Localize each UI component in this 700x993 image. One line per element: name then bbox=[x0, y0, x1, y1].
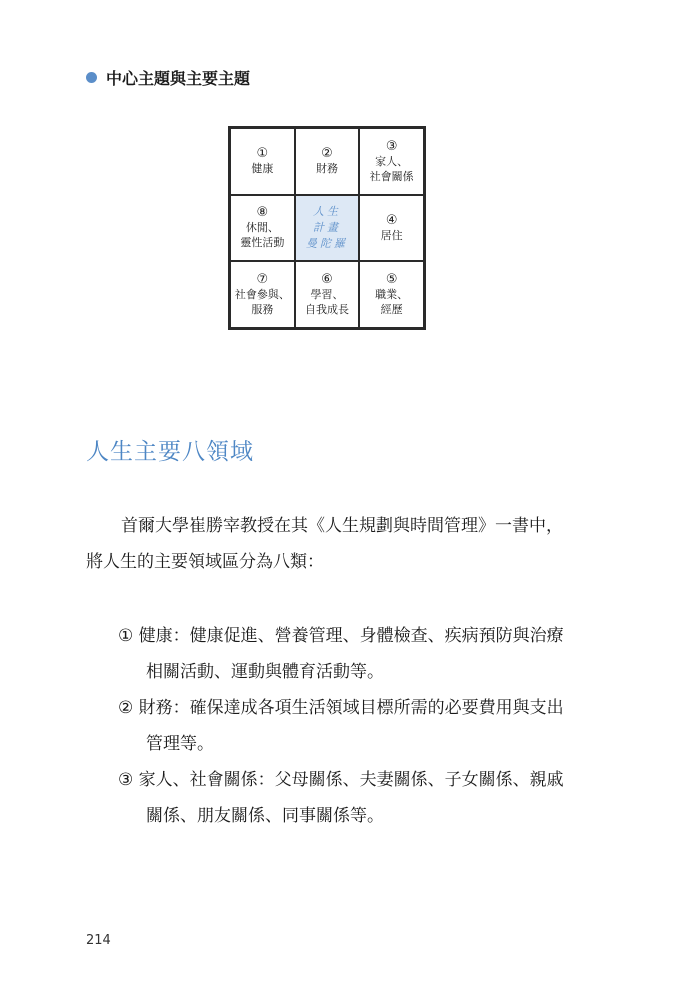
domain-list bbox=[118, 618, 578, 834]
cell-label: 居住 bbox=[380, 228, 403, 242]
grid-cell bbox=[359, 261, 424, 328]
mandala-grid bbox=[228, 126, 426, 330]
section-title: 人生主要八領域 bbox=[86, 439, 254, 465]
intro-paragraph bbox=[86, 508, 566, 580]
center-theme-text: 人生 bbox=[312, 204, 341, 218]
cell-label: 社會參與、 bbox=[234, 288, 290, 302]
cell-label: 家人、 bbox=[375, 154, 409, 168]
cell-number: ⑥ bbox=[321, 272, 333, 288]
grid-cell bbox=[230, 261, 295, 328]
cell-label: 休閒、 bbox=[245, 221, 279, 235]
cell-number: ① bbox=[256, 146, 269, 162]
cell-number: ④ bbox=[385, 212, 398, 228]
heading-text: 中心主題與主要主題 bbox=[106, 69, 251, 88]
cell-label: 靈性活動 bbox=[240, 236, 285, 250]
cell-number: ② bbox=[321, 146, 333, 162]
cell-label: 健康 bbox=[251, 162, 274, 176]
center-theme-text: 曼陀羅 bbox=[305, 236, 348, 250]
grid-cell bbox=[359, 128, 424, 195]
grid-cell bbox=[295, 261, 360, 328]
cell-number: ③ bbox=[385, 138, 398, 154]
cell-number: ⑧ bbox=[256, 205, 269, 221]
list-item: ① 健康：健康促進、營養管理、身體檢查、疾病預防與治療相關活動、運動與體育活動等。 bbox=[118, 626, 564, 682]
list-item: ③ 家人、社會關係：父母關係、夫妻關係、子女關係、親戚關係、朋友關係、同事關係等。 bbox=[118, 770, 564, 826]
cell-number: ⑦ bbox=[256, 272, 269, 288]
cell-label: 職業、 bbox=[375, 288, 409, 302]
section-heading bbox=[86, 66, 250, 89]
cell-label: 服務 bbox=[251, 303, 274, 317]
list-item: ② 財務：確保達成各項生活領域目標所需的必要費用與支出管理等。 bbox=[118, 698, 564, 754]
cell-label: 自我成長 bbox=[304, 303, 349, 317]
cell-number: ⑤ bbox=[385, 272, 398, 288]
cell-label: 財務 bbox=[315, 162, 338, 176]
grid-cell bbox=[295, 128, 360, 195]
grid-cell bbox=[230, 195, 295, 262]
cell-label: 社會關係 bbox=[369, 169, 414, 183]
cell-label: 經歷 bbox=[380, 303, 403, 317]
center-theme-text: 計畫 bbox=[312, 220, 341, 234]
bullet-dot-icon bbox=[86, 72, 97, 83]
intro-text: 首爾大學崔勝宰教授在其《人生規劃與時間管理》一書中，將人生的主要領域區分為八類： bbox=[86, 516, 563, 572]
cell-label: 學習、 bbox=[310, 288, 344, 302]
grid-cell-center bbox=[295, 195, 360, 262]
page-number: 214 bbox=[86, 933, 111, 948]
grid-cell bbox=[230, 128, 295, 195]
grid-cell bbox=[359, 195, 424, 262]
